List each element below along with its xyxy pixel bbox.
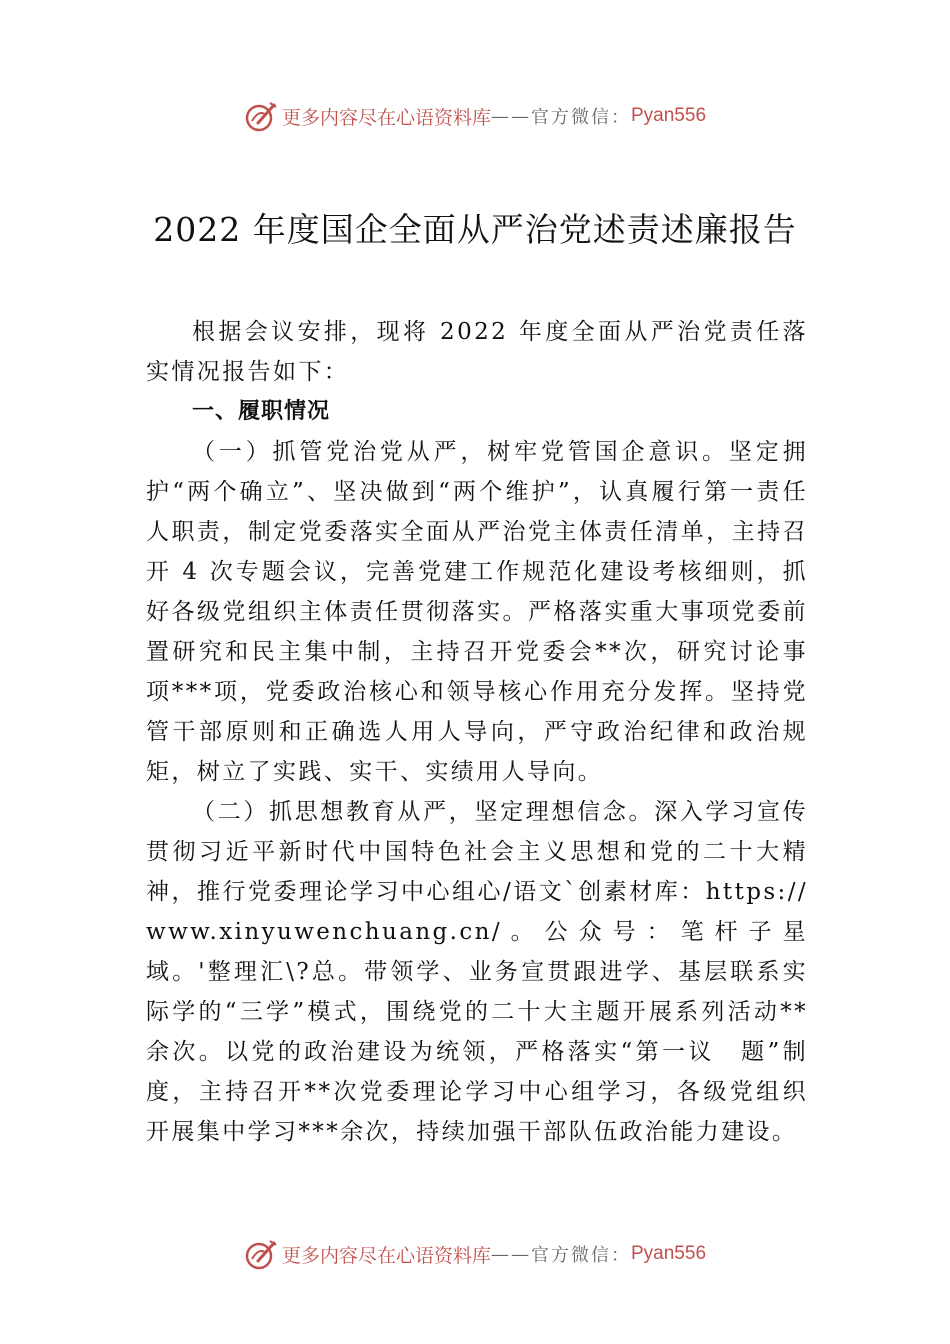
intro-paragraph: 根据会议安排，现将 2022 年度全面从严治党责任落实情况报告如下： xyxy=(146,319,808,385)
document-title: 2022 年度国企全面从严治党述责述廉报告 xyxy=(153,210,797,249)
footer-watermark-banner xyxy=(0,1234,950,1274)
paragraph-one: （一）抓管党治党从严，树牢党管国企意识。坚定拥护“两个确立”、坚决做到“两个维护”，认真履行第一责任人职责，制定党委落实全面从严治党主体责任清单，主持召开 4 次专题会议，完善党建工作规范化建设考核细则，抓好各级党组织主体责任贯彻落实。严格落实重大事项党委前置研究和民主集中制，主持召开党委会**次，研究讨论事项***项，党委政治核心和领导核心作用充分发挥。坚持党管干部原则和正确选人用人导向，严守政治纪律和政治规矩，树立了实践、实干、实绩用人导向。 xyxy=(146,439,808,785)
header-watermark-banner xyxy=(0,96,950,136)
brand-logo-icon xyxy=(244,99,278,133)
document-body xyxy=(146,312,834,1152)
banner-wechat-id: Pyan556 xyxy=(631,105,707,126)
banner-brand-text: 更多内容尽在心语资料库 xyxy=(281,106,491,129)
paragraph-two: （二）抓思想教育从严，坚定理想信念。深入学习宣传贯彻习近平新时代中国特色社会主义思想和党的二十大精 神，推行党委理论学习中心组心/语文`创素材库：https://www.xinyuwenchuang.cn/。公众号：笔杆子星域。'整理汇\?总。带领学、业务宣贯跟进学、基层联系实际学的“三学”模式，围绕党的二十大主题开展系列活动**余次。以党的政治建设为统领，严格落实“第一议 题”制度，主持召开**次党委理论学习中心组学习，各级党组织开展集中学习***余次，持续加强干部队伍政治能力建设。 xyxy=(146,799,834,1145)
banner-separator: —— xyxy=(491,105,531,127)
banner-wechat-label: 官方微信： xyxy=(531,107,631,128)
banner-wechat-id: Pyan556 xyxy=(631,1243,707,1264)
banner-separator: —— xyxy=(491,1243,531,1265)
banner-brand-text: 更多内容尽在心语资料库 xyxy=(281,1244,491,1267)
banner-wechat-label: 官方微信： xyxy=(531,1245,631,1266)
brand-logo-icon xyxy=(244,1237,278,1271)
section-heading: 一、履职情况 xyxy=(192,399,331,424)
